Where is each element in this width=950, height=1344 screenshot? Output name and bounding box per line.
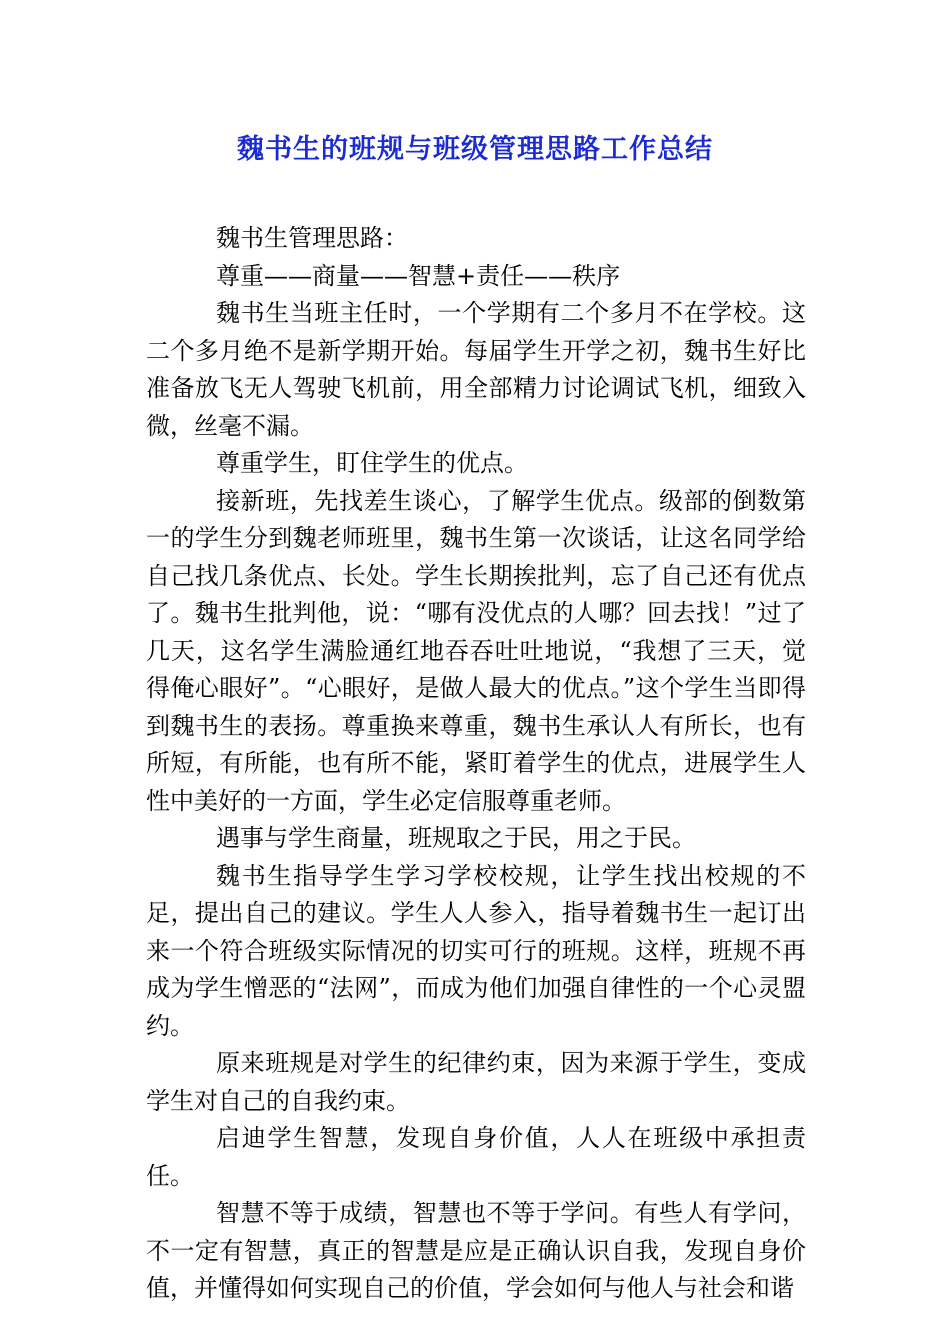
- paragraph: 魏书生当班主任时，一个学期有二个多月不在学校。这二个多月绝不是新学期开始。每届学生开学之初，魏书生好比准备放飞无人驾驶飞机前，用全部精力讨论调试飞机，细致入微，丝毫不漏。: [146, 299, 806, 440]
- document-body: [146, 220, 806, 1308]
- paragraph: 接新班，先找差生谈心，了解学生优点。级部的倒数第一的学生分到魏老师班里，魏书生第一次谈话，让这名同学给自己找几条优点、长处。学生长期挨批判，忘了自己还有优点了。魏书生批判他，说：“哪有没优点的人哪？回去找！”过了几天，这名学生满脸通红地吞吞吐吐地说，“我想了三天，觉得俺心眼好”。“心眼好，是做人最大的优点。”这个学生当即得到魏书生的表扬。尊重换来尊重，魏书生承认人有所长，也有所短，有所能，也有所不能，紧盯着学生的优点，进展学生人性中美好的一方面，学生必定信服尊重老师。: [146, 486, 806, 815]
- paragraph: 智慧不等于成绩，智慧也不等于学问。有些人有学问，不一定有智慧，真正的智慧是应是正确认识自我，发现自身价值，并懂得如何实现自己的价值，学会如何与他人与社会和谐: [146, 1199, 806, 1302]
- paragraph: 尊重学生，盯住学生的优点。: [216, 449, 528, 477]
- paragraph: 魏书生指导学生学习学校校规，让学生找出校规的不足，提出自己的建议。学生人人参入，指导着魏书生一起订出来一个符合班级实际情况的切实可行的班规。这样，班规不再成为学生憎恶的“法网”，而成为他们加强自律性的一个心灵盟约。: [146, 861, 806, 1040]
- paragraph: 启迪学生智慧，发现自身价值，人人在班级中承担责任。: [146, 1124, 806, 1190]
- document-title: 魏书生的班规与班级管理思路工作总结: [237, 134, 713, 165]
- paragraph: 魏书生管理思路：: [216, 224, 408, 252]
- paragraph: 尊重——商量——智慧+责任——秩序: [216, 261, 621, 290]
- paragraph: 遇事与学生商量，班规取之于民，用之于民。: [216, 824, 696, 852]
- paragraph: 原来班规是对学生的纪律约束，因为来源于学生，变成学生对自己的自我约束。: [146, 1049, 806, 1115]
